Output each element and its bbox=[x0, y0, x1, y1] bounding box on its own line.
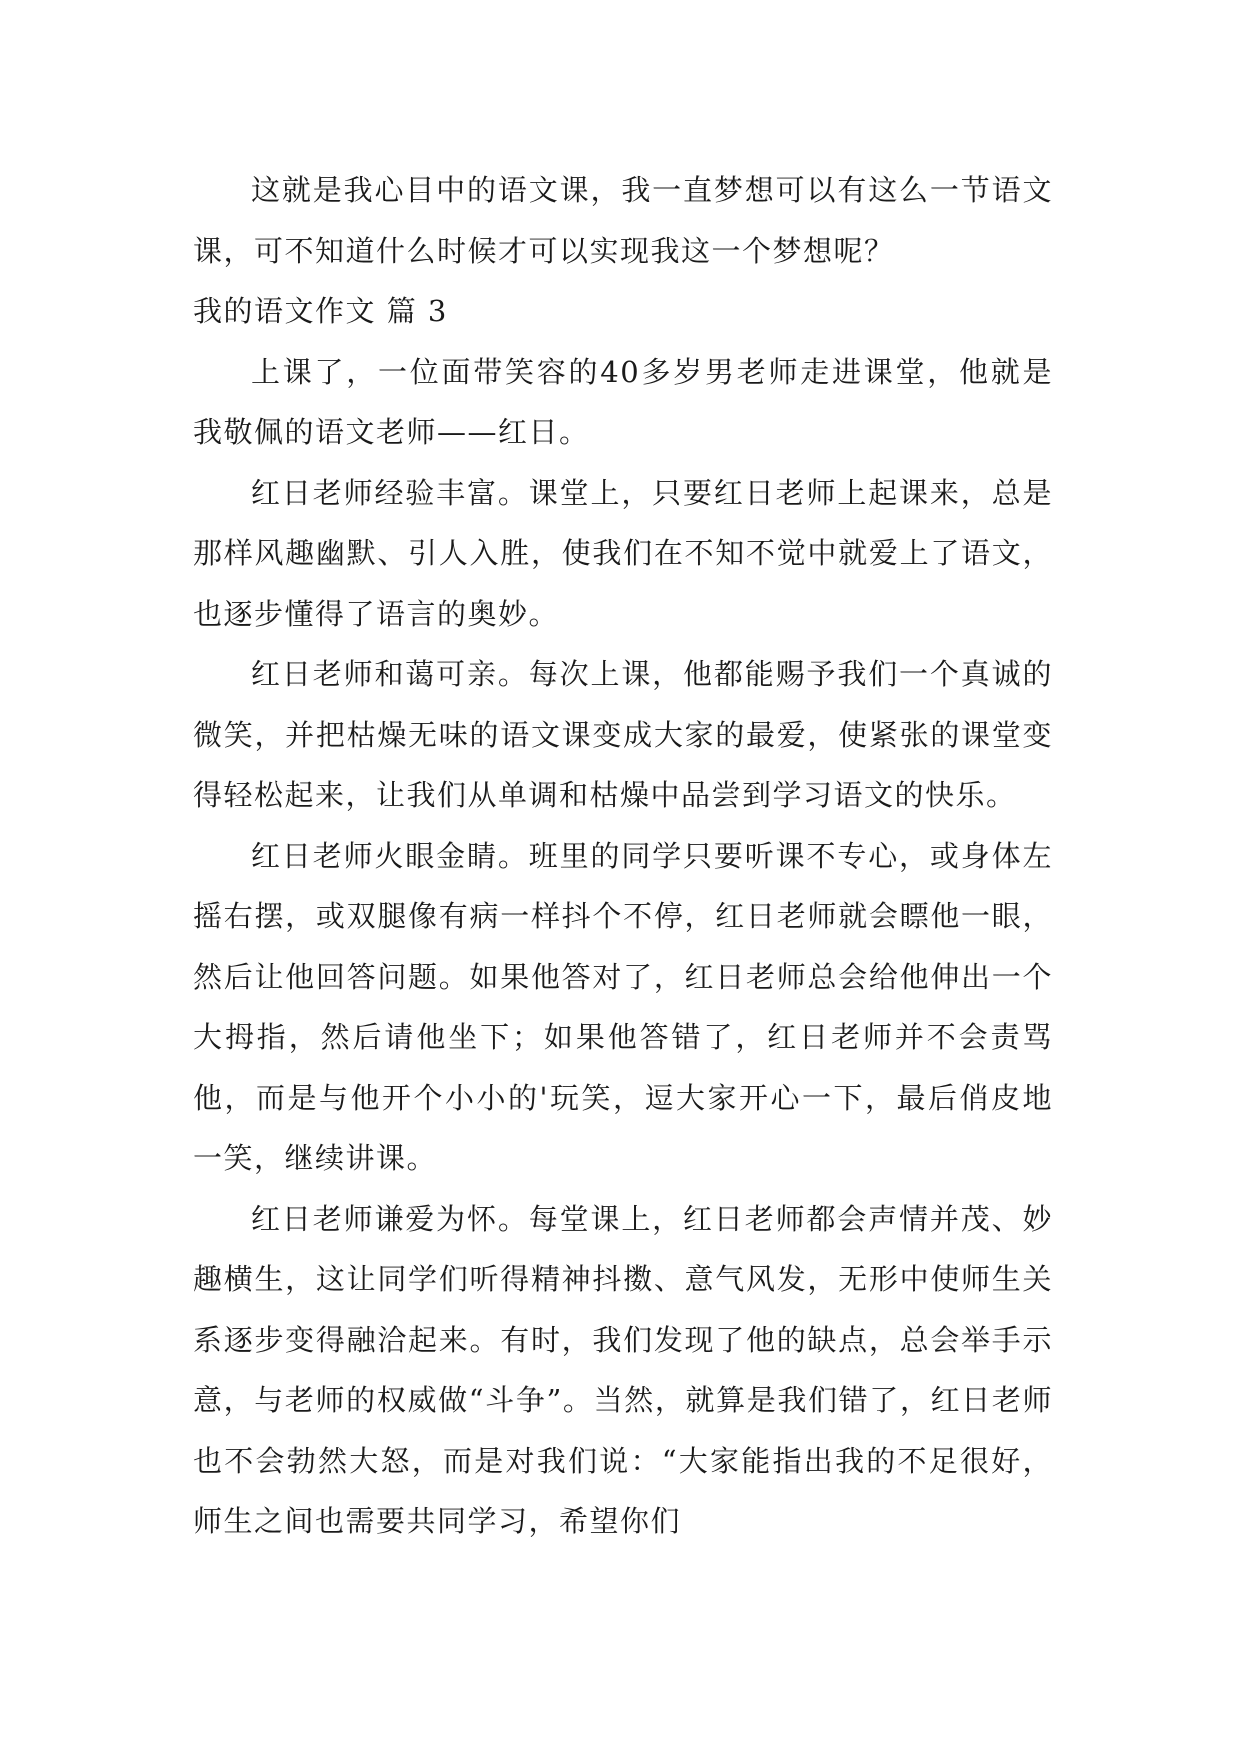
paragraph-intro: 这就是我心目中的语文课，我一直梦想可以有这么一节语文课，可不知道什么时候才可以实现我这一个梦想呢？ bbox=[193, 173, 1053, 268]
document-body bbox=[193, 160, 1053, 1552]
section-heading: 我的语文作文 篇 3 bbox=[193, 294, 448, 328]
paragraph-2: 红日老师经验丰富。课堂上，只要红日老师上起课来，总是那样风趣幽默、引人入胜，使我们在不知不觉中就爱上了语文，也逐步懂得了语言的奥妙。 bbox=[193, 475, 1053, 631]
paragraph-3: 红日老师和蔼可亲。每次上课，他都能赐予我们一个真诚的微笑，并把枯燥无味的语文课变成大家的最爱，使紧张的课堂变得轻松起来，让我们从单调和枯燥中品尝到学习语文的快乐。 bbox=[193, 657, 1053, 812]
paragraph-5: 红日老师谦爱为怀。每堂课上，红日老师都会声情并茂、妙趣横生，这让同学们听得精神抖擞、意气风发，无形中使师生关系逐步变得融洽起来。有时，我们发现了他的缺点，总会举手示意，与老师的权威做“斗争”。当然，就算是我们错了，红日老师也不会勃然大怒，而是对我们说：“大家能指出我的不足很好，师生之间也需要共同学习，希望你们 bbox=[193, 1201, 1053, 1538]
paragraph-1: 上课了，一位面带笑容的40多岁男老师走进课堂，他就是我敬佩的语文老师——红日。 bbox=[193, 354, 1053, 449]
paragraph-4: 红日老师火眼金睛。班里的同学只要听课不专心，或身体左摇右摆，或双腿像有病一样抖个不停，红日老师就会瞟他一眼，然后让他回答问题。如果他答对了，红日老师总会给他伸出一个大拇指，然后请他坐下；如果他答错了，红日老师并不会责骂他，而是与他开个小小的'玩笑，逗大家开心一下，最后俏皮地一笑，继续讲课。 bbox=[193, 838, 1053, 1175]
